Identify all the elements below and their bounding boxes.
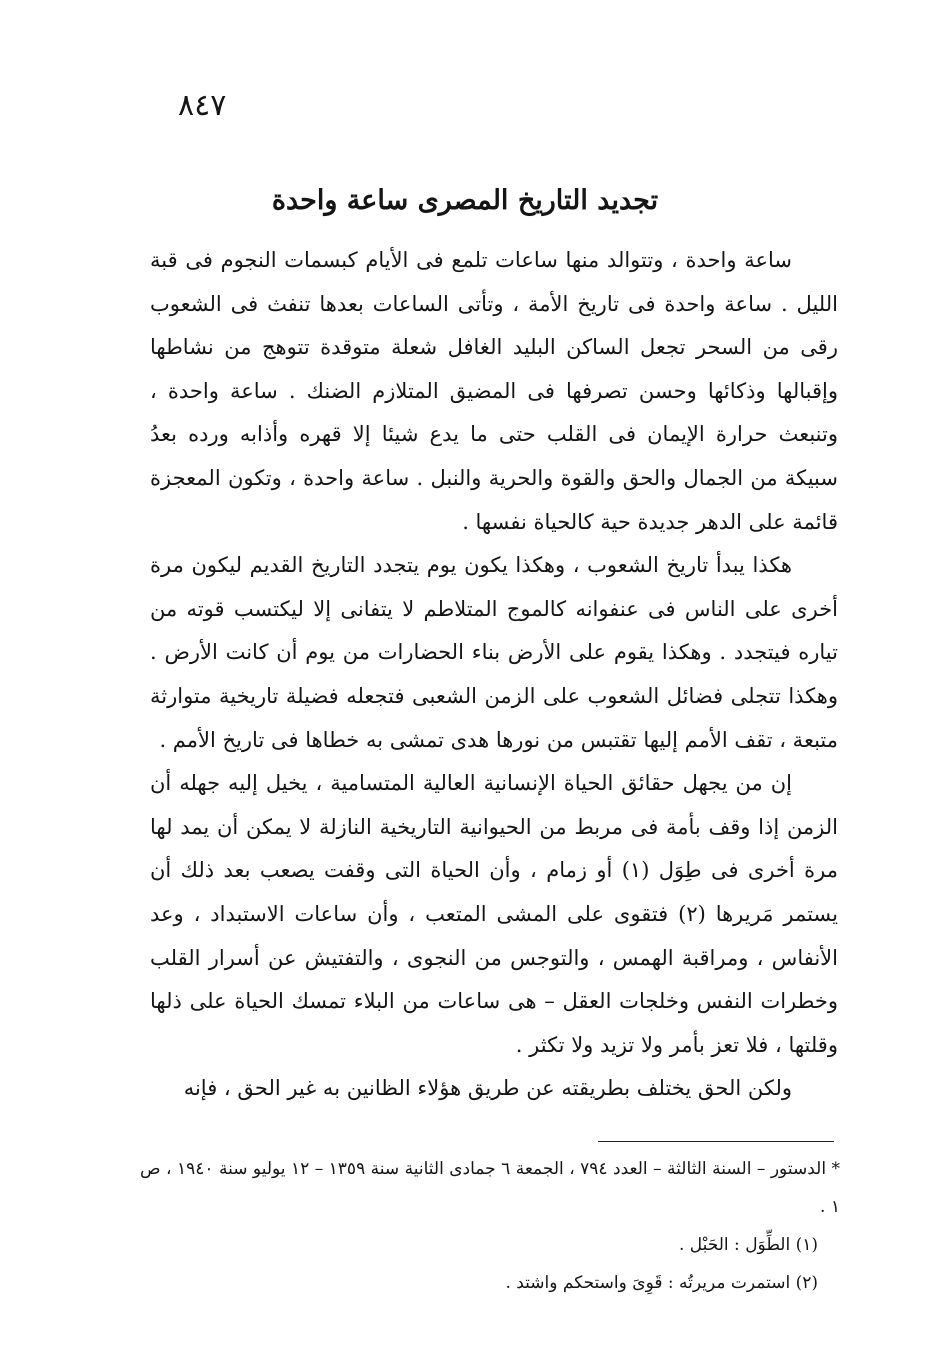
source-footnote: * الدستور – السنة الثالثة – العدد ٧٩٤ ، الجمعة ٦ جمادى الثانية سنة ١٣٥٩ – ١٢ يوليو سنة ١٩٤٠ ، ص ١ . [140,1159,840,1217]
footnote-divider [598,1141,834,1142]
article-body [150,239,838,1111]
paragraph-2: هكذا يبدأ تاريخ الشعوب ، وهكذا يكون يوم يتجدد التاريخ القديم ليكون مرة أخرى على الناس فى عنفوانه كالموج المتلاطم لا يتفانى إلا ليكتسب قوته من تياره فيتجدد . وهكذا يقوم على الأرض بناء الحضارات من يوم أن كانت الأرض . وهكذا تتجلى فضائل الشعوب على الزمن الشعبى فتجعله فضيلة تاريخية متوارثة متبعة ، تقف الأمم إليها تقتبس من نورها هدى تمشى به خطاها فى تاريخ الأمم . [150,553,838,752]
article-title: تجديد التاريخ المصرى ساعة واحدة [271,185,659,216]
page-number: ٨٤٧ [178,88,227,123]
footnotes [140,1150,840,1302]
footnote-1: (١) الطِّوَل : الحَبْل . [678,1235,818,1255]
paragraph-1: ساعة واحدة ، وتتوالد منها ساعات تلمع فى الأيام كبسمات النجوم فى قبة الليل . ساعة واحدة فى تاريخ الأمة ، وتأتى الساعات بعدها تنفث فى الشعوب رقى من السحر تجعل الساكن البليد الغافل شعلة متوقدة تتوهج من نشاطها وإقبالها وذكائها وحسن تصرفها فى المضيق المتلازم الضنك . ساعة واحدة ، وتنبعث حرارة الإيمان فى القلب حتى ما يدع شيئا إلا قهره وأذابه ورده بعدُ سبيكة من الجمال والحق والقوة والحرية والنبل . ساعة واحدة ، وتكون المعجزة قائمة على الدهر جديدة حية كالحياة نفسها . [150,248,838,534]
paragraph-3: إن من يجهل حقائق الحياة الإنسانية العالية المتسامية ، يخيل إليه جهله أن الزمن إذا وقف بأمة فى مربط من الحيوانية التاريخية النازلة لا يمكن أن يمد لها مرة أخرى فى طِوَل (١) أو زمام ، وأن الحياة التى وقفت يصعب بعد ذلك أن يستمر مَريرها (٢) فتقوى على المشى المتعب ، وأن ساعات الاستبداد ، وعد الأنفاس ، ومراقبة الهمس ، والتوجس من النجوى ، والتفتيش عن أسرار القلب وخطرات النفس وخلجات العقل – هى ساعات من البلاء تمسك الحياة على ذلها وقلتها ، فلا تعز بأمر ولا تزيد ولا تكثر . [150,771,838,1057]
paragraph-4: ولكن الحق يختلف بطريقته عن طريق هؤلاء الظانين به غير الحق ، فإنه [183,1076,792,1101]
footnote-2: (٢) استمرت مريرتُه : قَوِىَ واستحكم واشتد . [505,1273,818,1293]
